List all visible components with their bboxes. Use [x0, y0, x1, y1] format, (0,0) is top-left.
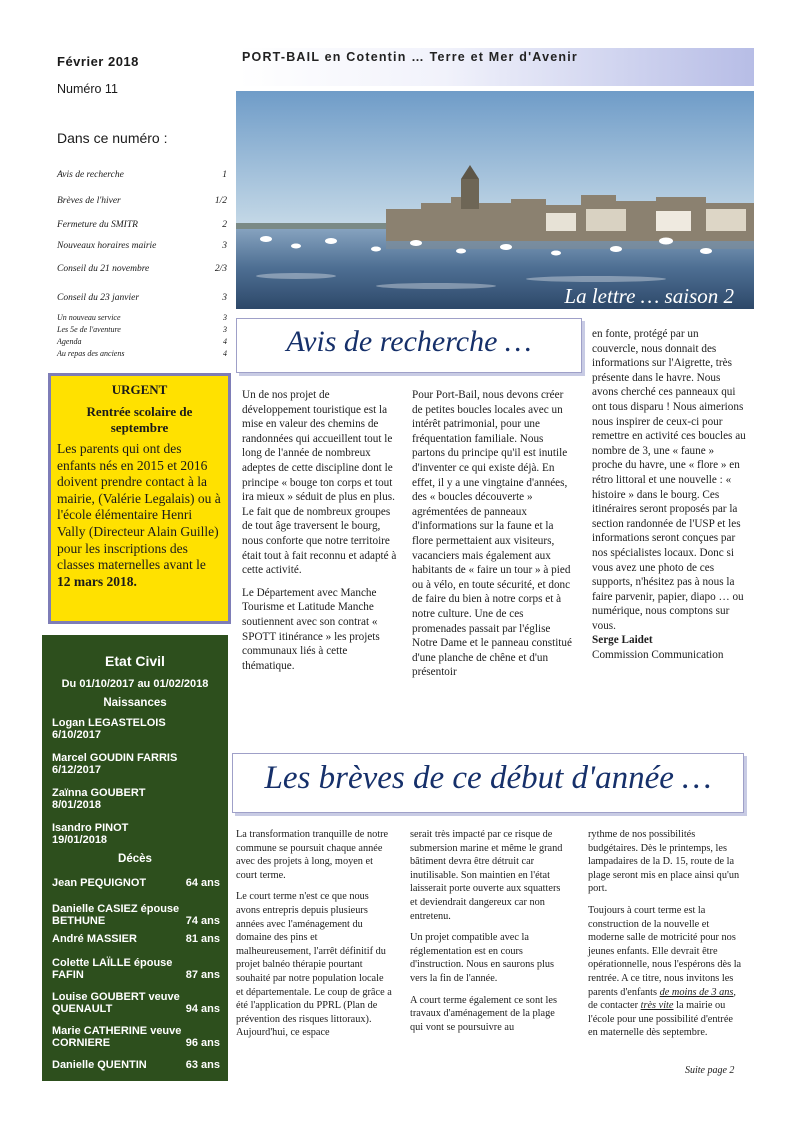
article-title: Avis de recherche … [286, 325, 532, 358]
birth-entry: Zaïnna GOUBERT 8/01/2018 [52, 787, 146, 812]
toc-title: Dans ce numéro : [57, 130, 168, 146]
death-entry: Danielle QUENTIN 63 ans [52, 1059, 220, 1071]
article-column [410, 828, 570, 1042]
urgent-deadline: 12 mars 2018. [57, 573, 137, 589]
article-column [236, 828, 392, 1048]
urgent-body: Les parents qui ont des enfants nés en 2015 et 2016 doivent prendre contact à la mairie, (Valérie Legalais) ou à l'école élémentaire Henri Vally (Directeur Alain Guille) pour les inscriptions des classes maternelles avant le 12 mars 2018. [57, 440, 221, 589]
deces-heading: Décès [118, 853, 152, 865]
urgency-link-text: très vite [640, 1000, 674, 1012]
death-entry: Jean PEQUIGNOT 64 ans [52, 877, 220, 889]
toc-item[interactable]: Un nouveau service 3 [57, 313, 227, 322]
article-column [588, 828, 745, 1048]
toc-item[interactable]: Fermeture du SMITR 2 [57, 220, 227, 230]
article-paragraph: Pour Port-Bail, nous devons créer de petites boucles locales avec un intérêt patrimonial, pour une fréquentation familiale. Nous partons du principe qu'il est inutile d'inventer ce qui existe déjà. En effet, il y a une vingtaine d'années, des « boucles découverte » agrémentées de panneaux d'informations sur la faune et la flore permettaient aux visiteurs, vacanciers mais également aux habitants de « faire un tour » à pied ou à vélo, en toute sécurité, et donc de faire du bien à notre corps et à notre culture. Une de ces promenades passait par l'église Notre Dame et le panneau constitué d'une planche de chêne et d'un présentoir [412, 389, 572, 679]
article-signature: Serge Laidet [592, 634, 653, 647]
issue-number: Numéro 11 [57, 82, 118, 96]
cover-photo [236, 91, 754, 309]
death-entry: Colette LAÏLLE épouse FAFIN 87 ans [52, 957, 220, 982]
etat-civil-panel [42, 635, 228, 1081]
toc-item[interactable]: Au repas des anciens 4 [57, 349, 227, 358]
issue-date: Février 2018 [57, 54, 139, 69]
article-heading-box [236, 318, 582, 373]
etat-civil-title: Etat Civil [105, 653, 165, 669]
harbor-photo-illustration [236, 91, 754, 309]
naissances-heading: Naissances [103, 697, 167, 709]
death-entry: Danielle CASIEZ épouse BETHUNE 74 ans [52, 903, 220, 928]
article-heading-box [232, 753, 744, 813]
birth-entry: Marcel GOUDIN FARRIS 6/12/2017 [52, 752, 178, 777]
photo-caption: La lettre … saison 2 [564, 284, 734, 308]
article-paragraph: Le court terme n'est ce que nous avons entrepris depuis plusieurs années avec l'aménagement du domaine des pins et malheureusement, l'arrêt définitif du projet balnéo thérapie pourtant souhaité par notre population locale et départementale. Le coup de grâce a été l'application du PPRL (Plan de prévention des risques littoraux). Aujourd'hui, ce espace [236, 891, 392, 1039]
toc-item[interactable]: Conseil du 23 janvier 3 [57, 293, 227, 303]
masthead-title: PORT-BAIL en Cotentin … Terre et Mer d'Avenir [242, 50, 578, 64]
birth-entry: Isandro PINOT 19/01/2018 [52, 822, 129, 847]
toc-item[interactable]: Les 5e de l'aventure 3 [57, 325, 227, 334]
article-paragraph: Toujours à court terme est la construction de la nouvelle et moderne salle de motricité pour nos jeunes enfants. Elle devrait être opérationnelle, nous l'espérons dès la rentrée. A ce titre, nous invitons les parents d'enfants de moins de 3 ans, de contacter très vite la mairie ou l'école pour une possibilité d'entrée en maternelle dès septembre. [588, 904, 742, 1039]
urgent-notice [48, 373, 231, 624]
toc-item[interactable]: Brèves de l'hiver 1/2 [57, 196, 227, 206]
article-paragraph: en fonte, protégé par un couvercle, nous donnait des informations sur l'Aigrette, très présente dans le havre. Nous avons cherché ces panneaux qui ont tous disparu ! Nous aimerions nous inspirer de ceux-ci pour remettre en activité ces boucles au nombre de 3, une « faune » proche du havre, une « flore » en rétro littoral et une nouvelle : « histoire » dans le bourg. Ces itinéraires seront proposés par la section randonnée de l'USP et les informations seront conçues par nos spécialistes locaux. Donc si vous avez une photo de ces supports, n'hésitez pas à nous la faire parvenir, papier, diapo … ou numérique, nous comptons sur vous. [592, 328, 746, 632]
article-paragraph: Un projet compatible avec la réglementation est en cours d'instruction. Nous en saurons plus vers la fin de l'année. [410, 932, 555, 984]
etat-civil-range: Du 01/10/2017 au 01/02/2018 [61, 678, 209, 690]
continued-note: Suite page 2 [685, 1065, 735, 1076]
death-entry: Louise GOUBERT veuve QUENAULT 94 ans [52, 991, 220, 1016]
toc-item[interactable]: Nouveaux horaires mairie 3 [57, 241, 227, 251]
article-column [592, 327, 747, 663]
article-title: Les brèves de ce début d'année … [264, 760, 712, 796]
article-paragraph: La transformation tranquille de notre commune se poursuit chaque année avec des projets à long, moyen et court terme. [236, 829, 389, 881]
urgent-title: Rentrée scolaire de septembre [86, 403, 193, 435]
article-paragraph: Un de nos projet de développement touristique est la mise en valeur des chemins de randonnées qui accueillent tout le long de l'année de nombreux adeptes de cette discipline dont le principe « bouge ton corps et tout ira mieux » séduit de plus en plus. Le fait que de nombreux groupes de tout âge traversent le bourg, nous conforte que notre territoire était tout à fait reconnu et adapté à cette activité. [242, 389, 397, 577]
age-link-text: de moins de 3 ans [659, 986, 734, 998]
article-signature-role: Commission Communication [592, 649, 724, 662]
toc-item[interactable]: Avis de recherche 1 [57, 170, 227, 180]
article-column [412, 388, 575, 688]
death-entry: André MASSIER 81 ans [52, 933, 220, 945]
death-entry: Marie CATHERINE veuve CORNIERE 96 ans [52, 1025, 220, 1050]
urgent-label: URGENT [111, 382, 168, 397]
article-paragraph: Le Département avec Manche Tourisme et Latitude Manche soutiennent avec son contrat « SPOTT itinérance » les projets communaux liés à cette thématique. [242, 586, 380, 672]
article-paragraph: A court terme également ce sont les travaux d'aménagement de la plage qui vont se poursuivre au [410, 994, 557, 1033]
toc-item[interactable]: Conseil du 21 novembre 2/3 [57, 264, 227, 274]
article-column [242, 388, 400, 681]
article-paragraph: serait très impacté par ce risque de submersion marine et même le grand bâtiment devra être détruit car inutilisable. Son maintien en l'état laisserait porte ouverte aux squatters et deviendrait dangereux car non entretenu. [410, 829, 563, 922]
article-paragraph: rythme de nos possibilités budgétaires. Dès le printemps, les lampadaires de la D. 15, route de la plage seront mis en place ainsi qu'un port. [588, 829, 740, 895]
toc-item[interactable]: Agenda 4 [57, 337, 227, 346]
birth-entry: Logan LEGASTELOIS 6/10/2017 [52, 717, 166, 742]
